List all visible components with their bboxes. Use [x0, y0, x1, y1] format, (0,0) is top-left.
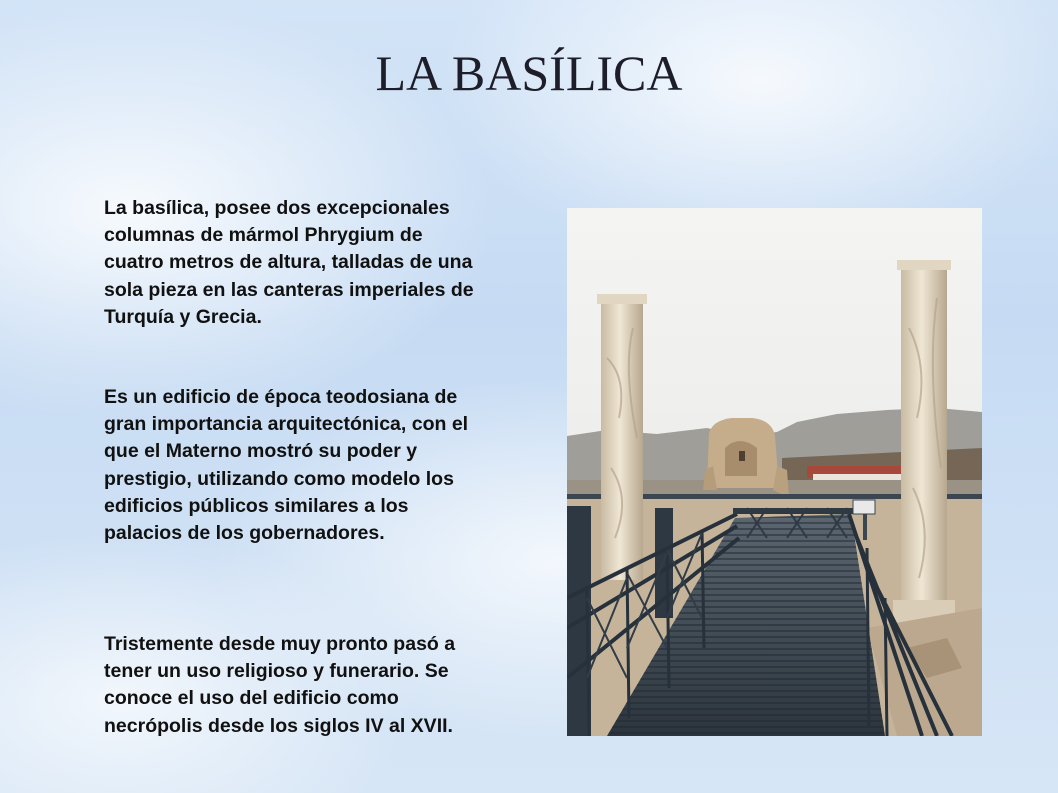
paragraph-building: Es un edificio de época teodosiana de gran importancia arquitectónica, con el que el Materno mostró su poder y prestigio, utilizando como modelo los edificios públicos similares a los palacios de los gobernadores. [104, 386, 469, 545]
basilica-photo [567, 208, 982, 736]
paragraph-funerary: Tristemente desde muy pronto pasó a tener un uso religioso y funerario. Se conoce el uso del edificio como necrópolis desde los siglos IV al XVII. [104, 633, 456, 737]
basilica-illustration [567, 208, 982, 736]
slide-title: LA BASÍLICA [375, 45, 683, 101]
paragraph-columns: La basílica, posee dos excepcionales columnas de mármol Phrygium de cuatro metros de altura, talladas de una sola pieza en las canteras imperiales de Turquía y Grecia. [104, 197, 474, 328]
